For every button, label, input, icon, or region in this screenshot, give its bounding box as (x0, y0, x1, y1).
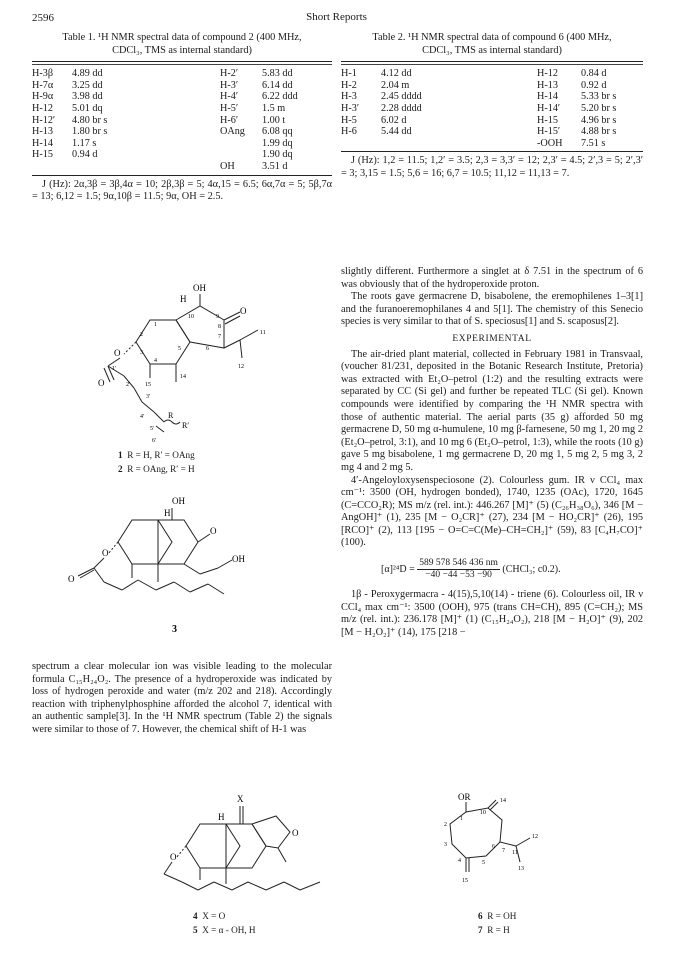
page-number: 2596 (32, 12, 54, 24)
s45-x: X (237, 794, 244, 804)
table2-cell: 4.96 br s (581, 114, 617, 126)
right-para1: slightly different. Furthermore a singlet at δ 7.51 in the spectrum of 6 was obviously that of the hydroperoxide proton. (341, 266, 643, 290)
table1-cell (72, 161, 220, 173)
rotation-values: −40 −44 −53 −90 (425, 570, 492, 581)
table1-row (32, 91, 332, 103)
table2-cell: H-3 (341, 91, 357, 103)
table1-cell: 3.25 dd (72, 79, 103, 91)
s67-n12: 12 (532, 834, 538, 840)
s67-n1: 1 (460, 816, 463, 822)
table2-row (341, 103, 643, 115)
table2-body (341, 68, 643, 149)
table1-cell: H-2′ (220, 68, 239, 80)
s12-p2: 2′ (126, 382, 131, 388)
s12-n3: 3 (140, 350, 143, 356)
s67-n6: 6 (492, 844, 495, 850)
s12-p1: 1′ (112, 366, 117, 372)
table2-cell: 0.92 d (581, 79, 607, 91)
s45-o-ester: O (170, 852, 177, 862)
legend-6-text: R = OH (487, 911, 517, 921)
table1-caption-line2: CDCl₃, TMS as internal standard) (112, 44, 252, 56)
s45-o-furan: O (292, 828, 299, 838)
table2-cell: 6.02 d (381, 114, 407, 126)
table1-cell (32, 161, 72, 173)
legend-compound-7 (478, 925, 510, 935)
table2-cell: H-14′ (537, 102, 561, 114)
structure-3-drawing (60, 490, 300, 640)
legend-compound-4 (193, 911, 225, 921)
table2-caption-line2: CDCl₃, TMS as internal standard) (422, 44, 562, 56)
table1-row (32, 103, 332, 115)
s12-n4: 4 (154, 358, 157, 364)
s67-n7: 7 (502, 848, 505, 854)
table2-footnote: J (Hz): 1,2 = 11.5; 1,2′ = 3.5; 2,3 = 3,3′ = 12; 2,3′ = 4.5; 2′,3 = 5; 2′,3′ = 3; 3,15 = 1.5; 5,6 = 16; 6,7 = 10.5; 11,12 = 11,13 = 7. (341, 155, 643, 179)
table1-cell: 1.99 dq (262, 137, 293, 149)
s12-p5: 5′ (150, 426, 155, 432)
table2 (341, 68, 643, 149)
table2-cell (341, 138, 381, 150)
s67-n10: 10 (480, 810, 486, 816)
legend-4-text: X = O (202, 911, 226, 921)
table1-cell: H-4′ (220, 91, 239, 103)
s12-p6: 6′ (152, 438, 157, 444)
table1-cell: 0.94 d (72, 149, 98, 161)
s12-o-ester: O (114, 348, 121, 358)
table1-cell (220, 138, 262, 150)
table2-cell: 5.33 br s (581, 91, 617, 103)
running-head: Short Reports (306, 11, 367, 23)
s12-o-carbonyl: O (98, 378, 105, 388)
section-heading-experimental: EXPERIMENTAL (452, 333, 532, 344)
s12-n10: 10 (188, 314, 194, 320)
s12-n12: 12 (238, 364, 244, 370)
table1-cell: 1.80 br s (72, 126, 108, 138)
s12-o-ketone: O (240, 306, 247, 316)
table1-cell: 6.14 dd (262, 79, 293, 91)
table2-caption-line1: Table 2. ¹H NMR spectral data of compound 6 (400 MHz, (372, 32, 612, 43)
s67-n13: 13 (518, 866, 524, 872)
table1-cell: 5.83 dd (262, 68, 293, 80)
table2-row (341, 68, 643, 80)
table1-cell: H-3′ (220, 79, 239, 91)
s12-n15: 15 (145, 382, 151, 388)
table2-row (341, 138, 643, 150)
table2-cell (381, 138, 537, 150)
table1-cell: H-5′ (220, 102, 239, 114)
table2-cell: H-15 (537, 114, 558, 126)
table2-cell: H-13 (537, 79, 558, 91)
table2-cell: 5.44 dd (381, 126, 412, 138)
optical-rotation (381, 558, 643, 581)
s12-rprime: R′ (182, 421, 190, 430)
table1-caption-line1: Table 1. ¹H NMR spectral data of compound 2 (400 MHz, (62, 32, 302, 43)
legend-compound-2 (118, 464, 195, 474)
table2-cell: 4.88 br s (581, 126, 617, 138)
s67-n4: 4 (458, 858, 461, 864)
s3-number: 3 (172, 624, 177, 635)
left-body-text: spectrum a clear molecular ion was visible leading to the molecular formula C₁₅H₂₄O₂. The presence of a hydroperoxide was indicated by loss of hydrogen peroxide and water (m/z 202 and 218). Accordingly reaction with triphenylphosphine afforded the alcohol 7, identical with an authentic sample[3]. In the ¹H NMR spectrum (Table 2) the signals were similar to those of 7. However, the chemical shift of H-1 was (32, 661, 332, 735)
structure-6-7-drawing (430, 790, 580, 900)
table1-cell: 1.00 t (262, 114, 286, 126)
s12-n2: 2 (140, 332, 143, 338)
table1-cell: 1.17 s (72, 137, 97, 149)
legend-2-number: 2 (118, 464, 123, 474)
table1-cell: H-7α (32, 79, 54, 91)
table1 (32, 68, 332, 172)
table1-row (32, 68, 332, 80)
table2-row (341, 91, 643, 103)
table1-footnote: J (Hz): 2α,3β = 3β,4α = 10; 2β,3β = 5; 4α,15 = 6.5; 6α,7α = 5; 5β,7α = 13; 6,12 = 1.5; 9α,10β = 11.5; 9α, OH = 2.5. (32, 178, 332, 203)
s12-r: R (168, 411, 174, 420)
table1-cell: 4.80 br s (72, 114, 108, 126)
table1-row (32, 138, 332, 150)
s67-n11: 11 (512, 850, 518, 856)
table1-cell: 1.5 m (262, 102, 286, 114)
s12-n6: 6 (206, 346, 209, 352)
s12-oh: OH (193, 283, 206, 293)
table1-cell: H-12′ (32, 114, 56, 126)
legend-7-text: R = H (487, 925, 510, 935)
s12-n14: 14 (180, 374, 186, 380)
s67-n5: 5 (482, 860, 485, 866)
legend-6-number: 6 (478, 911, 483, 921)
s67-or: OR (458, 792, 471, 802)
s3-oh2: OH (232, 554, 245, 564)
table1-cell: H-13 (32, 126, 53, 138)
legend-2-text: R = OAng, R′ = H (127, 464, 195, 474)
table1-cell: OH (220, 160, 235, 172)
table2-cell: H-15′ (537, 126, 561, 138)
s3-o-carbonyl: O (68, 574, 75, 584)
s67-n2: 2 (444, 822, 447, 828)
table2-cell: 7.51 s (581, 137, 606, 149)
rotation-wavelengths: 589 578 546 436 nm (419, 558, 498, 569)
s67-n14: 14 (500, 798, 506, 804)
table1-cell (220, 149, 262, 161)
s3-h: H (164, 508, 171, 518)
s67-n3: 3 (444, 842, 447, 848)
s12-n7: 7 (218, 334, 221, 340)
s12-n11: 11 (260, 330, 266, 336)
legend-5-text: X = α - OH, H (202, 925, 256, 935)
table2-cell: H-2 (341, 79, 357, 91)
rotation-tail: (CHCl₃; c0.2). (502, 563, 561, 575)
table2-cell: 2.28 dddd (381, 102, 422, 114)
table1-cell: 6.08 qq (262, 126, 293, 138)
s12-p3: 3′ (146, 394, 151, 400)
table2-row (341, 115, 643, 127)
rotation-fraction (417, 558, 500, 581)
table1-cell: 3.98 dd (72, 91, 103, 103)
table1-cell: 4.89 dd (72, 68, 103, 80)
table1-cell: H-6′ (220, 114, 239, 126)
s12-p4: 4′ (140, 414, 145, 420)
s3-o-ketone: O (210, 526, 217, 536)
legend-5-number: 5 (193, 925, 198, 935)
structure-4-5-drawing (160, 790, 370, 910)
table2-cell: 2.45 dddd (381, 91, 422, 103)
right-para3: The air-dried plant material, collected in February 1981 in Transvaal, (voucher 81/231, deposited in the Botanic Research Institute, Pretoria) was extracted with Et₂O–petrol (1:2) and the resulting extracts were separated by CC (Si gel) and further be repeated TLC (Si gel). Known compounds were identified by comparing the ¹H NMR spectra with those of authentic material. The aerial parts (35 g) afforded 50 mg germacrene D, 50 mg α-humulene, 10 mg β-farnesene, 50 mg 1, 20 mg 2 (Et₂O–petrol, 3:1), and 10 mg 6 (Et₂O–petrol, 1:3), while the roots (10 g) gave 5 mg bisabolene, 1 mg germacrene D, 20 mg 1, 5 mg 2, 5 mg 3, 2 mg 4 and 2 mg 5. (341, 348, 643, 473)
table2-cell: 0.84 d (581, 68, 607, 80)
s3-oh: OH (172, 496, 185, 506)
s45-h: H (218, 812, 225, 822)
right-para4: 4′-Angeloyloxysenspeciosone (2). Colourless gum. IR ν CCl₄ max cm⁻¹: 3500 (OH, hydrogen bonded), 1740, 1235 (OAc), 1720, 1645 (C=CCO₂R); MS m/z (rel. int.): 446.267 [M]⁺ (5) (C₂₆H₃₈O₆), 346 [M − AngOH]⁺ (1), 235 [M − O₂CR]⁺ (27), 234 [M − HO₂CR]⁺ (26), 195 [RCO]⁺ (2), 113 [195 − O=C=C(Me)–CH=CH₂]⁺ (59), 83 [C₄H₇CO]⁺ (100). (341, 474, 643, 549)
legend-compound-1 (118, 450, 195, 460)
table2-cell: H-6 (341, 126, 357, 138)
table1-row (32, 115, 332, 127)
table2-block (341, 32, 643, 181)
right-column (341, 266, 643, 639)
table2-cell: 5.20 br s (581, 102, 617, 114)
legend-1-text: R = H, R′ = OAng (127, 450, 195, 460)
table2-row (341, 80, 643, 92)
table1-cell: H-9α (32, 91, 54, 103)
table1-row (32, 80, 332, 92)
table2-cell: -OOH (537, 137, 563, 149)
table2-cell: H-5 (341, 114, 357, 126)
legend-4-number: 4 (193, 911, 198, 921)
legend-compound-5 (193, 925, 256, 935)
table1-block (32, 32, 332, 204)
table1-cell: 6.22 ddd (262, 91, 298, 103)
table2-cell: 4.12 dd (381, 68, 412, 80)
legend-7-number: 7 (478, 925, 483, 935)
table2-row (341, 126, 643, 138)
s3-o-ester: O (102, 548, 109, 558)
table1-row (32, 126, 332, 138)
table1-cell: 1.90 dq (262, 149, 293, 161)
table1-cell: H-3β (32, 68, 54, 80)
s12-n8: 8 (218, 324, 221, 330)
table2-cell: H-1 (341, 68, 357, 80)
table1-cell: H-12 (32, 102, 53, 114)
table1-cell: OAng (220, 126, 245, 138)
table1-cell: 3.51 d (262, 160, 288, 172)
table1-cell: 5.01 dq (72, 102, 103, 114)
rotation-lead: [α]²⁴D = (381, 563, 415, 575)
legend-compound-6 (478, 911, 516, 921)
table2-cell: 2.04 m (381, 79, 410, 91)
s12-h: H (180, 294, 187, 304)
table2-cell: H-3′ (341, 102, 360, 114)
s12-n5: 5 (178, 346, 181, 352)
s12-n1: 1 (154, 322, 157, 328)
table2-cell: H-12 (537, 68, 558, 80)
table1-cell: H-15 (32, 149, 53, 161)
structure-1-2-drawing (90, 278, 320, 448)
table1-row (32, 161, 332, 173)
right-para5: 1β - Peroxygermacra - 4(15),5,10(14) - triene (6). Colourless oil, IR ν CCl₄ max cm⁻¹: 3500 (OOH), 975 (trans CH=CH), 895 (C=CH₂); MS m/z (rel. int.): 236.178 [M]⁺ (1) (C₁₅H₂₄O₂), 218 [M − H₂O]⁺ (9), 202 [M − H₂O₂]⁺ (14), 175 [218 − (341, 589, 643, 638)
table1-cell: H-14 (32, 137, 53, 149)
right-para2: The roots gave germacrene D, bisabolene, the eremophilenes 1–3[1] and the furanoeremophilanes 4 and 5[1]. The chemistry of this Senecio species is very similar to that of S. speciosus[1] and S. scaposus[2]. (341, 291, 643, 328)
table1-body (32, 68, 332, 172)
table1-row (32, 149, 332, 161)
legend-1-number: 1 (118, 450, 123, 460)
s12-n9: 9 (216, 314, 219, 320)
s67-n15: 15 (462, 878, 468, 884)
table2-cell: H-14 (537, 91, 558, 103)
